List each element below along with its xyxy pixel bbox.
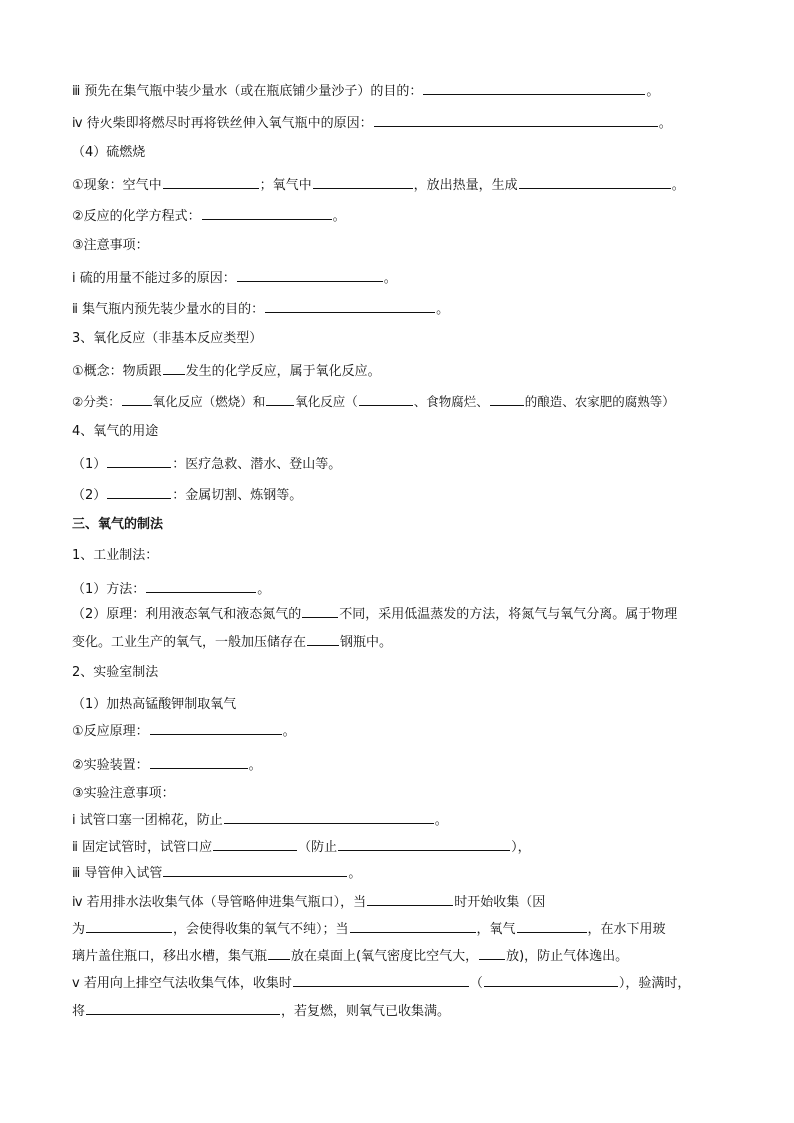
text-line: ②实验装置： 。	[72, 758, 262, 773]
text-line: （2） ：金属切割、炼钢等。	[72, 488, 303, 503]
answer-blank[interactable]	[107, 486, 171, 499]
text-line: ⅲ 预先在集气瓶中装少量水（或在瓶底铺少量沙子）的目的： 。	[72, 84, 660, 99]
answer-blank[interactable]	[293, 974, 469, 987]
section-heading: 4、氧气的用途	[72, 424, 159, 439]
section-heading: 1、工业制法：	[72, 548, 159, 563]
text-line: （2）原理：利用液态氧气和液态氮气的 不同，采用低温蒸发的方法，将氮气与氧气分离。属于物理	[72, 607, 678, 622]
answer-blank[interactable]	[359, 393, 413, 406]
answer-blank[interactable]	[213, 838, 297, 851]
text-line: （1） ：医疗急救、潜水、登山等。	[72, 457, 342, 472]
answer-blank[interactable]	[163, 362, 185, 375]
text-line: ⅱ 固定试管时，试管口应 （防止 ），	[72, 840, 531, 855]
text-line: （1）方法： 。	[72, 582, 271, 597]
answer-blank[interactable]	[350, 920, 476, 933]
answer-blank[interactable]	[519, 176, 671, 189]
text-line: ⅴ 若用向上排空气法收集气体，收集时 （ ），验满时，	[72, 976, 691, 991]
text-line: ⅲ 导管伸入试管 。	[72, 866, 362, 881]
answer-blank[interactable]	[150, 756, 248, 769]
answer-blank[interactable]	[86, 920, 172, 933]
answer-blank[interactable]	[302, 605, 338, 618]
text-line: ②反应的化学方程式： 。	[72, 209, 346, 224]
text-line: 璃片盖住瓶口，移出水槽，集气瓶 放在桌面上(氧气密度比空气大， 放)，防止气体逸出。	[72, 949, 629, 964]
answer-blank[interactable]	[268, 947, 290, 960]
answer-blank[interactable]	[484, 974, 618, 987]
text-line: ①反应原理： 。	[72, 724, 296, 739]
answer-blank[interactable]	[490, 393, 524, 406]
answer-blank[interactable]	[423, 82, 645, 95]
answer-blank[interactable]	[266, 393, 294, 406]
answer-blank[interactable]	[202, 207, 332, 220]
section-heading: 2、实验室制法	[72, 665, 159, 680]
answer-blank[interactable]	[146, 580, 256, 593]
answer-blank[interactable]	[517, 920, 587, 933]
answer-blank[interactable]	[338, 838, 510, 851]
text-line: 为 ，会使得收集的氧气不纯）；当 ，氧气 ，在水下用玻	[72, 922, 666, 937]
answer-blank[interactable]	[150, 722, 282, 735]
answer-blank[interactable]	[122, 393, 152, 406]
text-line: ③注意事项：	[72, 238, 149, 253]
answer-blank[interactable]	[163, 864, 347, 877]
answer-blank[interactable]	[374, 114, 658, 127]
answer-blank[interactable]	[107, 455, 171, 468]
text-line: 变化。工业生产的氧气，一般加压储存在 钢瓶中。	[72, 635, 393, 650]
text-line: ⅳ 待火柴即将燃尽时再将铁丝伸入氧气瓶中的原因： 。	[72, 116, 672, 131]
answer-blank[interactable]	[265, 300, 435, 313]
text-line: ⅳ 若用排水法收集气体（导管略伸进集气瓶口），当 时开始收集（因	[72, 895, 546, 910]
text-line: 将 ，若复燃，则氧气已收集满。	[72, 1004, 451, 1019]
answer-blank[interactable]	[86, 1002, 280, 1015]
answer-blank[interactable]	[237, 269, 383, 282]
answer-blank[interactable]	[224, 811, 434, 824]
section-heading: 3、氧化反应（非基本反应类型）	[72, 331, 263, 346]
answer-blank[interactable]	[307, 633, 339, 646]
text-line: ①概念：物质跟 发生的化学反应，属于氧化反应。	[72, 364, 381, 379]
answer-blank[interactable]	[367, 893, 453, 906]
text-line: ③实验注意事项：	[72, 786, 175, 801]
answer-blank[interactable]	[479, 947, 505, 960]
answer-blank[interactable]	[163, 176, 259, 189]
text-line: ⅰ 硫的用量不能过多的原因： 。	[72, 271, 397, 286]
chapter-heading: 三、氧气的制法	[72, 517, 164, 532]
text-line: ⅰ 试管口塞一团棉花，防止 。	[72, 813, 448, 828]
answer-blank[interactable]	[313, 176, 413, 189]
subsection-heading: （4）硫燃烧	[72, 145, 146, 160]
text-line: ②分类： 氧化反应（燃烧）和 氧化反应（ 、食物腐烂、 的酿造、农家肥的腐熟等）	[72, 394, 675, 409]
text-line: ⅱ 集气瓶内预先装少量水的目的： 。	[72, 302, 450, 317]
text-line: ①现象：空气中 ；氧气中 ，放出热量，生成 。	[72, 178, 685, 193]
subsection-heading: （1）加热高锰酸钾制取氧气	[72, 697, 237, 712]
